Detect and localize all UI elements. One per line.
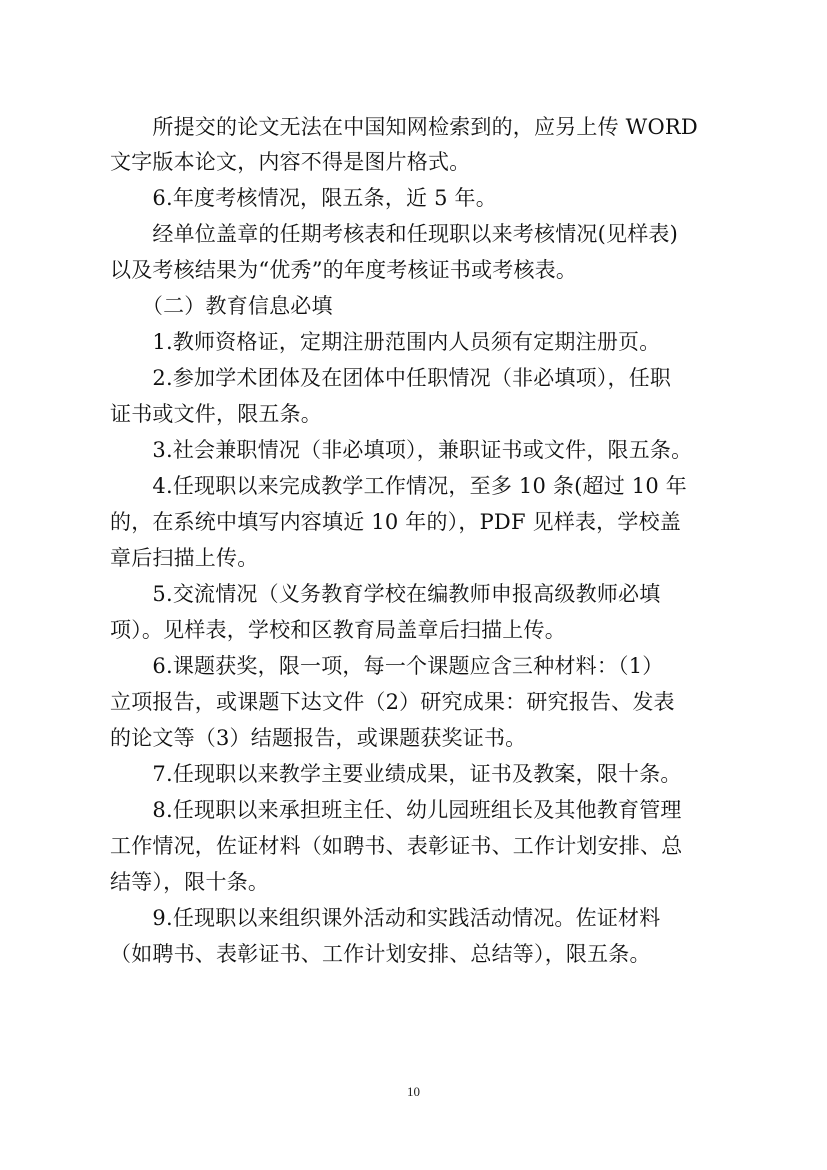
text-line: 章后扫描上传。 [110,546,259,570]
text-line: 3.社会兼职情况（非必填项），兼职证书或文件，限五条。 [110,438,693,462]
text-line: 8.任现职以来承担班主任、幼儿园班组长及其他教育管理 [110,798,682,822]
text-line: 6.年度考核情况，限五条，近 5 年。 [110,186,497,210]
page-number: 10 [407,1084,420,1099]
text-line: 7.任现职以来教学主要业绩成果，证书及教案，限十条。 [110,762,682,786]
text-line: 证书或文件，限五条。 [110,402,322,426]
text-line: 9.任现职以来组织课外活动和实践活动情况。佐证材料 [110,906,661,930]
text-line: 4.任现职以来完成教学工作情况，至多 10 条(超过 10 年 [110,474,687,498]
text-line: 2.参加学术团体及在团体中任职情况（非必填项），任职 [110,366,672,390]
text-line: 立项报告，或课题下达文件（2）研究成果：研究报告、发表 [110,690,675,714]
section-heading: （二）教育信息必填 [110,294,333,318]
text-line: 工作情况，佐证材料（如聘书、表彰证书、工作计划安排、总 [110,834,683,858]
text-line: （如聘书、表彰证书、工作计划安排、总结等），限五条。 [110,942,651,966]
text-line: 经单位盖章的任期考核表和任现职以来考核情况(见样表) [110,222,678,246]
text-line: 项）。见样表，学校和区教育局盖章后扫描上传。 [110,618,566,642]
text-line: 1.教师资格证，定期注册范围内人员须有定期注册页。 [110,330,661,354]
text-line: 5.交流情况（义务教育学校在编教师申报高级教师必填 [110,582,661,606]
text-line: 6.课题获奖，限一项，每一个课题应含三种材料：（1） [110,654,664,678]
text-line: 所提交的论文无法在中国知网检索到的，应另上传 WORD [110,115,698,139]
text-line: 结等），限十条。 [110,870,270,894]
text-line: 的论文等（3）结题报告，或课题获奖证书。 [110,726,527,750]
text-line: 以及考核结果为“优秀”的年度考核证书或考核表。 [110,258,578,282]
text-line: 的，在系统中填写内容填近 10 年的），PDF 见样表，学校盖 [110,510,681,534]
text-line: 文字版本论文，内容不得是图片格式。 [110,150,471,174]
